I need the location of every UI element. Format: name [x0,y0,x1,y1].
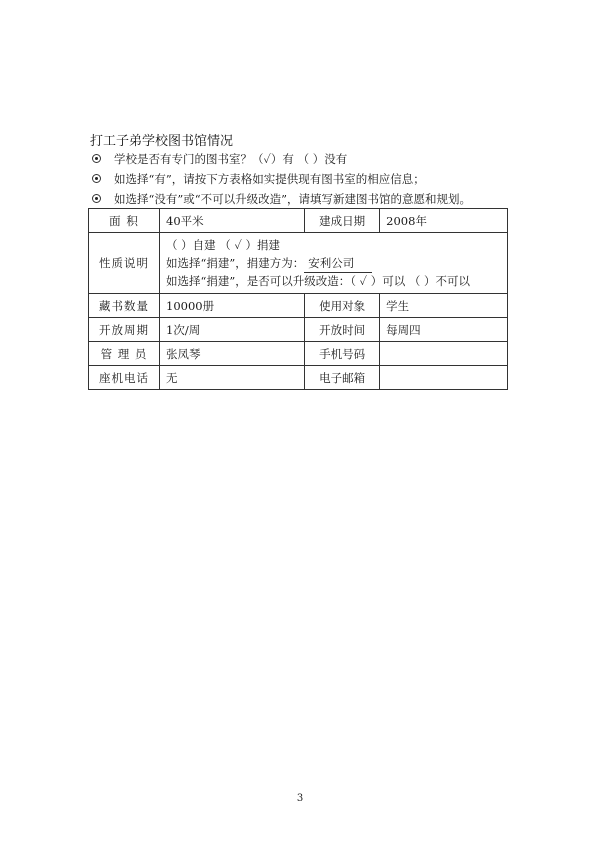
nature-cell [160,233,508,294]
phone-value: 无 [160,366,305,390]
bullet-text: 学校是否有专门的图书室？（✓）有 （ ）没有 [114,152,348,166]
bullet-text: 如选择“没有”或“不可以升级改造”，请填写新建图书馆的意愿和规划。 [114,192,472,206]
bullet-list [90,149,510,209]
cycle-label: 开放周期 [89,318,160,342]
manager-label: 管 理 员 [89,342,160,366]
bullet-icon [92,194,101,203]
mobile-label: 手机号码 [305,342,380,366]
table-row [89,233,508,294]
area-value: 40平米 [160,209,305,233]
nature-label: 性质说明 [89,233,160,294]
email-value [380,366,508,390]
bullet-icon [92,154,101,163]
page-title: 打工子弟学校图书馆情况 [90,134,234,149]
table-row [89,342,508,366]
hours-value: 每周四 [380,318,508,342]
built-date-label: 建成日期 [305,209,380,233]
books-label: 藏书数量 [89,294,160,318]
manager-value: 张凤琴 [160,342,305,366]
donor-value: 安利公司 [304,254,372,273]
bullet-icon [92,174,101,183]
mobile-value [380,342,508,366]
bullet-item [90,169,510,189]
table-row [89,318,508,342]
built-date-value: 2008年 [380,209,508,233]
donor-line [166,254,501,272]
hours-label: 开放时间 [305,318,380,342]
phone-label: 座机电话 [89,366,160,390]
library-info-table [88,208,508,390]
nature-choice: （ ）自建 （ ✓ ）捐建 [166,238,281,252]
bullet-item [90,189,510,209]
table-row [89,294,508,318]
area-label: 面 积 [89,209,160,233]
bullet-text: 如选择“有”，请按下方表格如实提供现有图书室的相应信息； [114,172,425,186]
table-row [89,209,508,233]
users-value: 学生 [380,294,508,318]
users-label: 使用对象 [305,294,380,318]
email-label: 电子邮箱 [305,366,380,390]
cycle-value: 1次/周 [160,318,305,342]
books-value: 10000册 [160,294,305,318]
upgrade-choice: 如选择“捐建”，是否可以升级改造：（ ✓ ）可以 （ ）不可以 [166,274,471,288]
page-number: 3 [296,793,304,804]
bullet-item [90,149,510,169]
donor-prefix: 如选择“捐建”，捐建方为： [166,256,305,270]
table-row [89,366,508,390]
